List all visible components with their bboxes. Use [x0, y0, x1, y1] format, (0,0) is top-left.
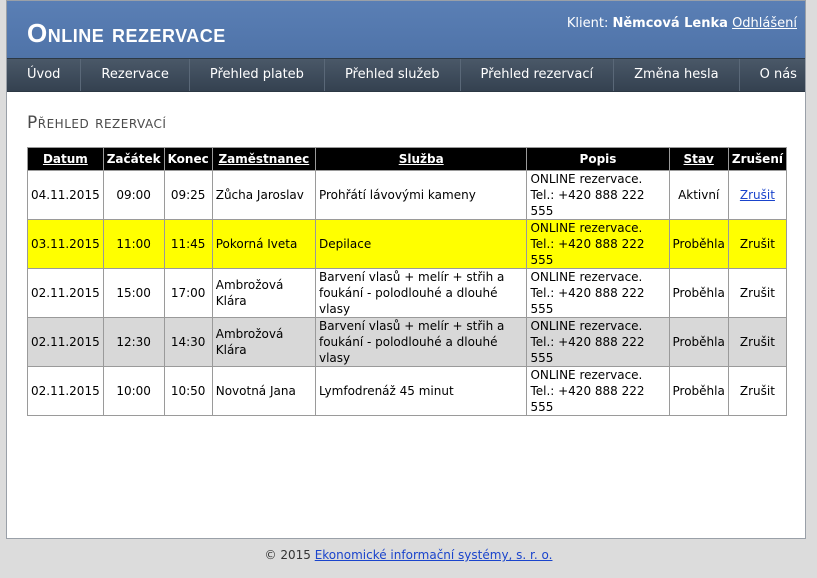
column-header-sluzba-label[interactable]: Služba: [398, 152, 444, 166]
cell-status: Proběhla: [669, 220, 728, 269]
cell-end: 14:30: [164, 318, 212, 367]
cell-employee: Ambrožová Klára: [212, 269, 315, 318]
nav-item-prehled-rezervaci[interactable]: Přehled rezervací: [461, 59, 615, 91]
cell-cancel: Zrušit: [728, 269, 786, 318]
cell-start: 11:00: [103, 220, 164, 269]
cell-date: 03.11.2015: [28, 220, 104, 269]
cell-status: Proběhla: [669, 367, 728, 416]
table-row: [28, 367, 787, 416]
cell-service: Prohřátí lávovými kameny: [315, 171, 526, 220]
cell-end: 17:00: [164, 269, 212, 318]
cell-description: ONLINE rezervace. Tel.: +420 888 222 555: [527, 269, 669, 318]
logout-link[interactable]: Odhlášení: [732, 16, 797, 31]
cell-date: 02.11.2015: [28, 269, 104, 318]
table-row: [28, 220, 787, 269]
reservations-table: [27, 147, 787, 416]
cell-cancel: Zrušit: [728, 367, 786, 416]
nav-item-o-nas[interactable]: O nás: [740, 59, 817, 91]
page-footer: [0, 548, 817, 562]
column-header-zamestnanec-label[interactable]: Zaměstnanec: [218, 152, 310, 166]
cell-start: 09:00: [103, 171, 164, 220]
cell-description: ONLINE rezervace. Tel.: +420 888 222 555: [527, 318, 669, 367]
cell-service: Lymfodrenáž 45 minut: [315, 367, 526, 416]
nav-item-uvod[interactable]: Úvod: [7, 59, 81, 91]
cell-employee: Zůcha Jaroslav: [212, 171, 315, 220]
cell-cancel: Zrušit: [728, 318, 786, 367]
nav-item-rezervace[interactable]: Rezervace: [81, 59, 189, 91]
site-title: Online rezervace: [27, 18, 226, 48]
cell-start: 12:30: [103, 318, 164, 367]
cell-date: 02.11.2015: [28, 367, 104, 416]
column-header-konec: Konec: [164, 148, 212, 171]
cell-cancel: Zrušit: [728, 220, 786, 269]
client-info: [567, 16, 797, 31]
column-header-datum-label[interactable]: Datum: [42, 152, 88, 166]
main-nav: [7, 58, 805, 92]
cancel-link[interactable]: Zrušit: [739, 188, 775, 202]
client-label: Klient:: [566, 16, 609, 31]
cell-date: 04.11.2015: [28, 171, 104, 220]
cell-start: 15:00: [103, 269, 164, 318]
cell-description: ONLINE rezervace. Tel.: +420 888 222 555: [527, 171, 669, 220]
cell-end: 10:50: [164, 367, 212, 416]
table-row: [28, 269, 787, 318]
cell-employee: Pokorná Iveta: [212, 220, 315, 269]
cell-cancel: [728, 171, 786, 220]
cell-description: ONLINE rezervace. Tel.: +420 888 222 555: [527, 367, 669, 416]
cell-service: Depilace: [315, 220, 526, 269]
client-name: Němcová Lenka: [612, 16, 728, 31]
column-header-zacatek: Začátek: [103, 148, 164, 171]
cell-end: 09:25: [164, 171, 212, 220]
cell-date: 02.11.2015: [28, 318, 104, 367]
nav-item-zmena-hesla[interactable]: Změna hesla: [614, 59, 740, 91]
table-row: [28, 318, 787, 367]
table-row: [28, 171, 787, 220]
column-header-zruseni: Zrušení: [728, 148, 786, 171]
site-header: [7, 1, 805, 58]
cell-service: Barvení vlasů + melír + střih a foukání - polodlouhé a dlouhé vlasy: [315, 269, 526, 318]
nav-item-prehled-sluzeb[interactable]: Přehled služeb: [325, 59, 461, 91]
page-frame: [6, 0, 806, 539]
cell-employee: Novotná Jana: [212, 367, 315, 416]
column-header-sluzba[interactable]: [315, 148, 526, 171]
cell-end: 11:45: [164, 220, 212, 269]
column-header-stav[interactable]: [669, 148, 728, 171]
column-header-datum[interactable]: [28, 148, 104, 171]
cell-service: Barvení vlasů + melír + střih a foukání - polodlouhé a dlouhé vlasy: [315, 318, 526, 367]
column-header-stav-label[interactable]: Stav: [683, 152, 714, 166]
column-header-popis: Popis: [527, 148, 669, 171]
cell-description: ONLINE rezervace. Tel.: +420 888 222 555: [527, 220, 669, 269]
table-header-row: [28, 148, 787, 171]
cell-employee: Ambrožová Klára: [212, 318, 315, 367]
column-header-zamestnanec[interactable]: [212, 148, 315, 171]
cell-start: 10:00: [103, 367, 164, 416]
cell-status: Proběhla: [669, 269, 728, 318]
company-link[interactable]: Ekonomické informační systémy, s. r. o.: [314, 548, 553, 562]
page-title: Přehled rezervací: [27, 113, 167, 133]
cell-status: Aktivní: [669, 171, 728, 220]
cell-status: Proběhla: [669, 318, 728, 367]
nav-item-prehled-plateb[interactable]: Přehled plateb: [190, 59, 325, 91]
copyright-text: © 2015: [264, 548, 311, 562]
